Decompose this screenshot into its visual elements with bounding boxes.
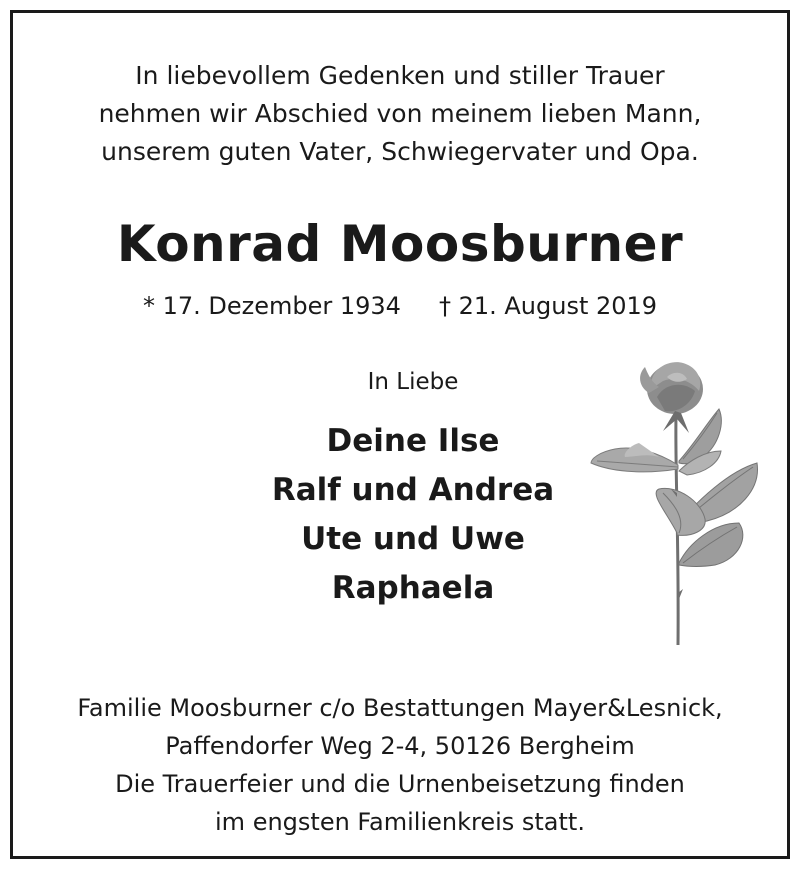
family-list (213, 417, 613, 613)
intro-text (13, 57, 787, 171)
love-label: In Liebe (367, 369, 459, 395)
death-date: † 21. August 2019 (438, 292, 658, 320)
intro-line: In liebevollem Gedenken und stiller Trauer (135, 61, 665, 90)
intro-line: unserem guten Vater, Schwiegervater und Opa. (101, 137, 699, 166)
obituary-notice (10, 10, 790, 859)
birth-date: * 17. Dezember 1934 (142, 292, 401, 320)
family-member: Deine Ilse (326, 423, 500, 459)
family-member: Raphaela (331, 570, 495, 606)
footer-line: Paffendorfer Weg 2-4, 50126 Bergheim (165, 732, 635, 760)
intro-line: nehmen wir Abschied von meinem lieben Mann, (98, 99, 702, 128)
footer-line: Die Trauerfeier und die Urnenbeisetzung finden (115, 770, 685, 798)
family-member: Ute und Uwe (301, 521, 525, 557)
rose-icon (579, 353, 769, 649)
deceased-name: Konrad Moosburner (116, 215, 684, 273)
footer-line: im engsten Familienkreis statt. (215, 808, 585, 836)
footer-line: Familie Moosburner c/o Bestattungen Mayer&Lesnick, (77, 694, 723, 722)
family-member: Ralf und Andrea (271, 472, 555, 508)
footer-text (13, 689, 787, 841)
life-dates (13, 288, 787, 324)
